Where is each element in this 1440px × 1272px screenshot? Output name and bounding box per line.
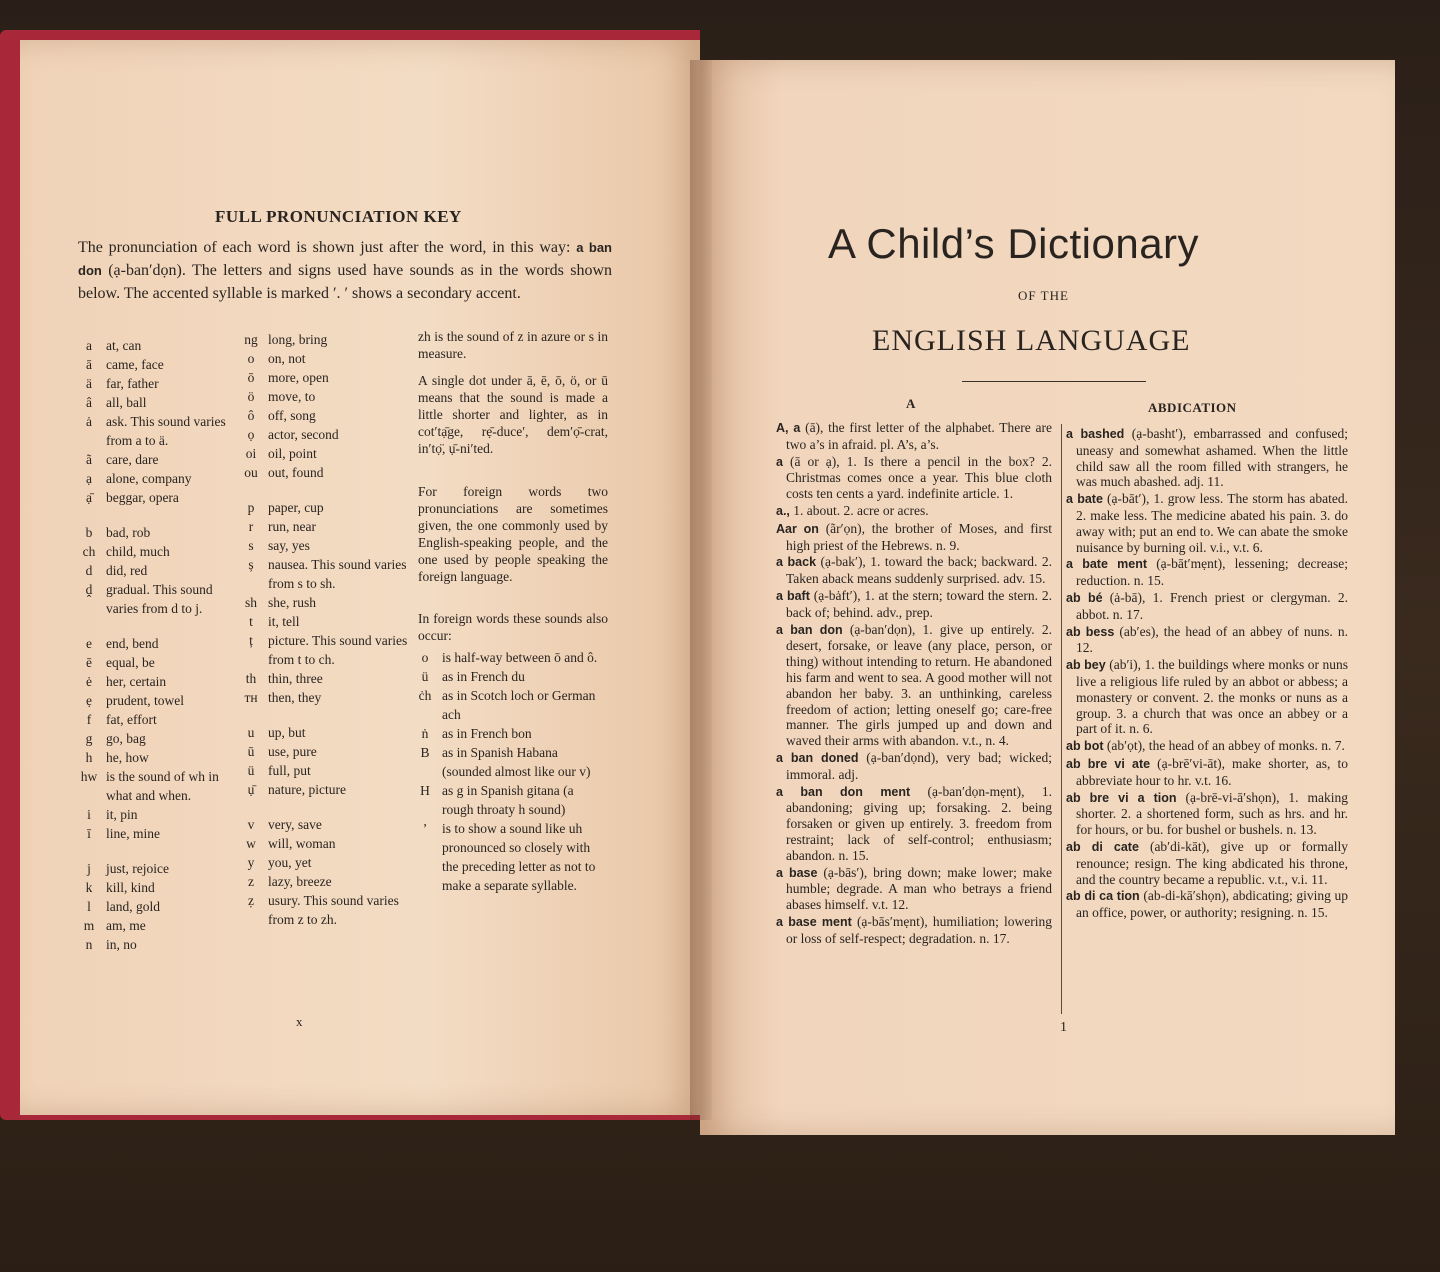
entry-headword: a bate ment [1066,557,1148,572]
key-row [78,859,238,878]
entry-headword: a base [776,865,818,880]
pronunciation-key-heading: FULL PRONUNCIATION KEY [215,207,462,226]
key-row [240,463,410,482]
key-example: picture. This sound varies from t to ch. [268,633,408,667]
key-symbol: oi [245,446,257,461]
key-example: gradual. This sound varies from d to j. [106,582,213,616]
key-symbol: ș [248,557,254,572]
key-symbol: ẓ [248,893,254,908]
entry-definition: 1. about. 2. acre or acres. [789,502,929,518]
intro-example-word: a ban don [78,240,612,278]
key-example: off, song [268,408,316,423]
dictionary-entry [776,914,1052,947]
key-row [414,781,608,819]
entry-headword: a ban don ment [776,784,911,799]
key-row [240,742,410,761]
dictionary-entry [776,420,1052,453]
key-example: end, bend [106,636,159,651]
key-example: use, pure [268,744,317,759]
dictionary-entry [1066,426,1348,490]
key-example: is half-way between ō and ô. [442,650,598,665]
key-row [78,488,238,507]
key-row [78,374,238,393]
key-symbol: n [85,937,93,952]
key-row [78,412,238,450]
key-example: lazy, breeze [268,874,332,889]
key-symbol: w [246,836,256,851]
key-example: say, yes [268,538,310,553]
key-example: will, woman [268,836,336,851]
key-example: did, red [106,563,148,578]
entry-definition: (ạ-bāt′), 1. grow less. The storm has abated. 2. make less. The medicine abated his pain. 3. do away with; put an end to. We can abate the smoke nuisance by burning oil. v.i., v.t. 6. [1076,491,1348,555]
dictionary-entry [1066,624,1348,657]
key-symbol: â [86,395,92,410]
key-symbol: i [87,807,91,822]
dictionary-entry [776,750,1052,783]
key-symbol: ng [244,332,258,347]
key-symbol: b [85,525,93,540]
entry-headword: ab bot [1066,739,1104,754]
key-column-2 [240,330,410,929]
intro-part-1: The pronunciation of each word is shown just after the word, in this way: [78,239,571,256]
entry-definition: (ạ-brē-vi-ā′shọn), 1. making shorter. 2. a shortened form, such as hrs. and hr. for hours, or bu. for bushel or bushels. n. 13. [1076,789,1348,838]
key-symbol: ē [86,655,92,670]
key-example: came, face [106,357,164,372]
dictionary-entry [1066,888,1348,921]
key-symbol: ū [247,744,255,759]
key-symbol: z [248,874,254,889]
entry-definition: (ab′ọt), the head of an abbey of monks. n. 7. [1103,738,1345,754]
intro-part-2: (ạ-ban′dọn). The letters and signs used have sounds as in the words shown below. The accented syllable is marked ′. ′ shows a secondary accent. [78,262,613,302]
key-symbol: v [247,817,255,832]
note-dot: A single dot under ā, ē, ō, ö, or ū means that the sound is made a little shorter and lighter, as in cot′tạ̄ge, rẹ̄-duce′, dem′ọ̄-crat, in′tọ̈, ụ̄-ni′ted. [418,373,608,456]
entry-definition: (ā or ạ), 1. Is there a pencil in the box? 2. Christmas comes once a year. This blue cloth costs ten cents a yard. indefinite article. 1. [782,453,1052,502]
key-symbol: ä [86,376,92,391]
dictionary-entry [776,588,1052,621]
key-symbol: g [85,731,93,746]
key-example: is to show a sound like uh pronounced so closely with the preceding letter as not to make a separate syllable. [442,821,596,893]
entry-definition: (ạ-bās′), bring down; make lower; make humble; degrade. A man who betrays a friend abases himself. v.t. 12. [786,864,1052,913]
key-row [78,878,238,897]
left-page-number: x [296,1014,303,1029]
key-symbol: ’ [422,821,428,836]
key-example: child, much [106,544,170,559]
dictionary-entry [1066,738,1348,755]
column-divider [1061,424,1062,1014]
entry-headword: a., [776,503,790,518]
book-gutter [690,60,712,1120]
key-example: in, no [106,937,137,952]
key-symbol: a [86,338,92,353]
entry-definition: (ạ-basht′), embarrassed and confused; uneasy and somewhat ashamed. When the little child saw all the room filled with strangers, he was much abashed. adj. 11. [1076,426,1349,490]
key-row [240,669,410,688]
key-example: as in Scotch loch or German ach [442,688,596,722]
key-row [78,393,238,412]
right-page-number: 1 [1060,1020,1067,1035]
entry-headword: a back [776,555,817,570]
entry-definition: (ãr′ọn), the brother of Moses, and first high priest of the Hebrews. n. 9. [786,520,1052,553]
entry-headword: a bashed [1066,427,1125,441]
key-example: fat, effort [106,712,157,727]
entry-definition: (ạ-brē′vi-āt), make shorter, as, to abbreviate hour to hr. v.t. 16. [1076,755,1348,788]
key-spacer [240,707,410,723]
key-spacer [78,843,238,859]
book-subtitle: ENGLISH LANGUAGE [872,324,1191,357]
key-row [240,406,410,425]
key-example: land, gold [106,899,160,914]
right-column-head: ABDICATION [1148,400,1237,415]
entry-headword: ab di cate [1066,839,1139,854]
key-example: her, certain [106,674,167,689]
key-row [240,517,410,536]
key-row [78,523,238,542]
dictionary-entry [776,865,1052,913]
key-row [78,767,238,805]
key-row [240,872,410,891]
key-example: beggar, opera [106,490,179,505]
key-example: paper, cup [268,500,324,515]
key-row [78,691,238,710]
key-symbol: ō [247,370,255,385]
entry-definition: (ab′es), the head of an abbey of nuns. n. 12. [1076,623,1348,656]
key-row [78,634,238,653]
entry-headword: a bate [1066,492,1103,507]
key-example: far, father [106,376,159,391]
key-example: actor, second [268,427,339,442]
key-example: equal, be [106,655,155,670]
key-example: out, found [268,465,324,480]
key-row [414,667,608,686]
key-symbol: ț [249,633,253,648]
key-example: line, mine [106,826,160,841]
key-row [78,653,238,672]
entry-definition: (ạ-ban′dọn), 1. give up entirely. 2. desert, forsake, or leave (any place, person, or thing) without intending to return. He abandoned his farm and went to sea. A good mother will not abandon her baby. 3. an unthinking, careless freedom of action; letting oneself go; care-free manner. The girls jumped up and down and waved their arms with abandon. v.t., n. 4. [786,621,1052,749]
key-spacer [78,618,238,634]
key-example: as in French du [442,669,525,684]
entry-headword: ab bess [1066,624,1115,639]
key-example: it, pin [106,807,138,822]
key-symbol: d [85,563,93,578]
key-example: as g in Spanish gitana (a rough throaty h sound) [442,783,574,817]
entry-definition: (ab-di-kā′shọn), abdicating; giving up an office, power, or authority; resigning. n. 15. [1076,888,1349,921]
key-row [78,824,238,843]
dictionary-entry [776,784,1052,864]
key-row [240,425,410,444]
key-row [240,555,410,593]
key-symbol: ch [82,544,96,559]
key-column-3 [414,648,608,895]
key-symbol: ã [86,452,92,467]
key-row [414,648,608,667]
key-row [78,355,238,374]
entry-headword: ab bey [1066,658,1106,673]
key-row [78,336,238,355]
key-symbol: y [247,855,255,870]
key-symbol: m [83,918,95,933]
key-example: usury. This sound varies from z to zh. [268,893,399,927]
entry-definition: (ạ-ban′dọn-mẹnt), 1. abandoning; giving up; forsaking. 2. being forsaken or given up entirely. 3. freedom from restraint; lack of self-control; enthusiasm; abandon. n. 15. [786,783,1052,863]
key-symbol: ö [247,389,255,404]
key-symbol: r [248,519,254,534]
note-foreign: For foreign words two pronunciations are sometimes given, the one commonly used by English-speaking people, and the one used by people speaking the foreign language. [418,484,608,584]
entry-definition: (ā), the first letter of the alphabet. There are two a’s in afraid. pl. A’s, a’s. [786,420,1052,452]
key-symbol: ô [247,408,255,423]
key-symbol: ou [244,465,258,480]
key-row [240,387,410,406]
key-row [240,444,410,463]
key-row [78,469,238,488]
key-example: bad, rob [106,525,151,540]
dictionary-entry [1066,756,1348,789]
key-symbol: B [420,745,430,760]
key-symbol: ȧ [86,414,92,429]
key-symbol: ü [247,763,255,778]
key-symbol: ạ [86,471,92,486]
entry-definition: (ab′i), 1. the buildings where monks or nuns live a religious life ruled by an abbot or abbess; a monastery or convent. 2. the monks or nuns as a group. 3. a church that was once an abbey or a part of it. n. 6. [1076,657,1348,737]
entry-headword: a ban doned [776,750,859,765]
entry-headword: a base ment [776,914,852,929]
key-symbol: ṅ [421,726,429,741]
key-symbol: ọ [247,427,255,442]
key-row [240,723,410,742]
entry-headword: ab bre vi ate [1066,756,1151,771]
key-example: you, yet [268,855,312,870]
dictionary-entry [776,622,1052,749]
key-row [240,891,410,929]
key-row [240,498,410,517]
dictionary-entry [1066,491,1348,555]
key-row [78,450,238,469]
key-row [78,916,238,935]
key-row [414,743,608,781]
key-example: nature, picture [268,782,346,797]
key-symbol: th [245,671,257,686]
key-example: full, put [268,763,311,778]
dictionary-entry [1066,839,1348,887]
key-example: oil, point [268,446,317,461]
book-title: A Child’s Dictionary [828,220,1200,267]
note-zh: zh is the sound of z in azure or s in measure. [418,329,608,361]
key-row [240,593,410,612]
key-symbol: u [247,725,255,740]
dictionary-column-right [1066,426,1348,922]
dictionary-entry [1066,556,1348,589]
key-symbol: o [247,351,255,366]
key-example: nausea. This sound varies from s to sh. [268,557,407,591]
key-symbol: ẹ [86,693,92,708]
key-example: just, rejoice [106,861,169,876]
key-example: then, they [268,690,322,705]
key-row [78,748,238,767]
key-example: thin, three [268,671,323,686]
key-example: as in Spanish Habana (sounded almost like our v) [442,745,591,779]
entry-definition: (ạ-bȧft′), 1. at the stern; toward the stern. 2. back of; behind. adv., prep. [786,587,1053,620]
entry-headword: a [776,454,783,469]
key-symbol: ā [86,357,92,372]
key-symbol: ụ̄ [247,782,255,797]
key-symbol: sh [244,595,257,610]
key-row [240,761,410,780]
key-spacer [240,799,410,815]
entry-definition: (ạ-bak′), 1. toward the back; backward. 2. Taken aback means suddenly surprised. adv. 15. [786,554,1053,587]
key-example: she, rush [268,595,316,610]
entry-headword: ab bé [1066,590,1103,605]
dictionary-entry [1066,590,1348,623]
key-row [240,536,410,555]
entry-headword: Aar on [776,521,819,536]
key-example: care, dare [106,452,159,467]
key-example: at, can [106,338,142,353]
entry-definition: (ab′di-kāt), give up or formally renounce; resign. The king abdicated his throne, and the country became a republic. v.t., v.i. 11. [1076,838,1348,887]
key-symbol: ċh [418,688,432,703]
key-example: as in French bon [442,726,532,741]
key-symbol: ī [87,826,91,841]
dictionary-column-left [776,420,1052,948]
key-example: go, bag [106,731,146,746]
key-symbol: ḓ [85,582,93,597]
key-example: long, bring [268,332,328,347]
key-symbol: f [86,712,92,727]
key-example: run, near [268,519,316,534]
key-symbol: hw [80,769,98,784]
key-symbol: k [85,880,93,895]
dictionary-entry [776,521,1052,554]
entry-definition: (ạ-bāt′mẹnt), lessening; decrease; reduction. n. 15. [1076,556,1348,589]
key-row [414,724,608,743]
key-example: alone, company [106,471,192,486]
key-row [414,819,608,895]
key-example: he, how [106,750,149,765]
key-example: is the sound of wh in what and when. [106,769,219,803]
key-row [240,612,410,631]
entry-definition: (ȧ-bā), 1. French priest or clergyman. 2. abbot. n. 17. [1076,589,1348,622]
key-row [78,729,238,748]
dictionary-entry [776,503,1052,520]
key-spacer [78,507,238,523]
key-row [78,672,238,691]
key-row [240,815,410,834]
key-row [78,580,238,618]
key-example: kill, kind [106,880,155,895]
key-symbol: ạ̄ [86,490,92,505]
key-example: it, tell [268,614,300,629]
left-column-head: A [906,396,916,411]
key-example: up, but [268,725,306,740]
key-symbol: ė [86,674,92,689]
key-row [240,834,410,853]
key-row [240,631,410,669]
title-rule [962,381,1146,382]
key-row [240,330,410,349]
entry-definition: (ạ-bās′mẹnt), humiliation; lowering or loss of self-respect; degradation. n. 17. [786,913,1052,946]
key-row [78,710,238,729]
key-column-1 [78,336,238,954]
key-symbol: h [85,750,93,765]
key-row [240,853,410,872]
key-row [78,935,238,954]
entry-headword: A, a [776,421,801,435]
title-of-the: OF THE [1018,288,1069,303]
key-example: ask. This sound varies from a to ä. [106,414,226,448]
dictionary-entry [776,554,1052,587]
key-symbol: p [247,500,255,515]
key-row [78,561,238,580]
key-example: all, ball [106,395,147,410]
key-example: on, not [268,351,306,366]
key-symbol: j [87,861,91,876]
dictionary-entry [1066,657,1348,737]
key-example: more, open [268,370,329,385]
key-row [240,688,410,707]
entry-headword: ab di ca tion [1066,889,1140,904]
key-row [240,349,410,368]
key-symbol: ᴛʜ [244,690,258,705]
entry-headword: a baft [776,588,810,603]
pronunciation-intro [78,236,612,305]
key-symbol: e [86,636,92,651]
key-row [240,368,410,387]
key-symbol: H [420,783,430,798]
key-example: very, save [268,817,322,832]
note-foreign-2: In foreign words these sounds also occur: [418,611,608,643]
key-symbol: t [249,614,253,629]
key-example: move, to [268,389,316,404]
dictionary-entry [776,454,1052,502]
entry-headword: a ban don [776,622,843,637]
key-spacer [240,482,410,498]
key-symbol: ü [421,669,429,684]
key-symbol: s [248,538,254,553]
entry-definition: (ạ-ban′dọnd), very bad; wicked; immoral. adj. [786,749,1052,782]
key-symbol: l [87,899,91,914]
key-row [414,686,608,724]
entry-headword: ab bre vi a tion [1066,790,1177,805]
key-row [78,897,238,916]
key-example: am, me [106,918,146,933]
key-row [240,780,410,799]
dictionary-entry [1066,790,1348,838]
key-row [78,805,238,824]
key-symbol: o [421,650,429,665]
key-example: prudent, towel [106,693,184,708]
key-row [78,542,238,561]
